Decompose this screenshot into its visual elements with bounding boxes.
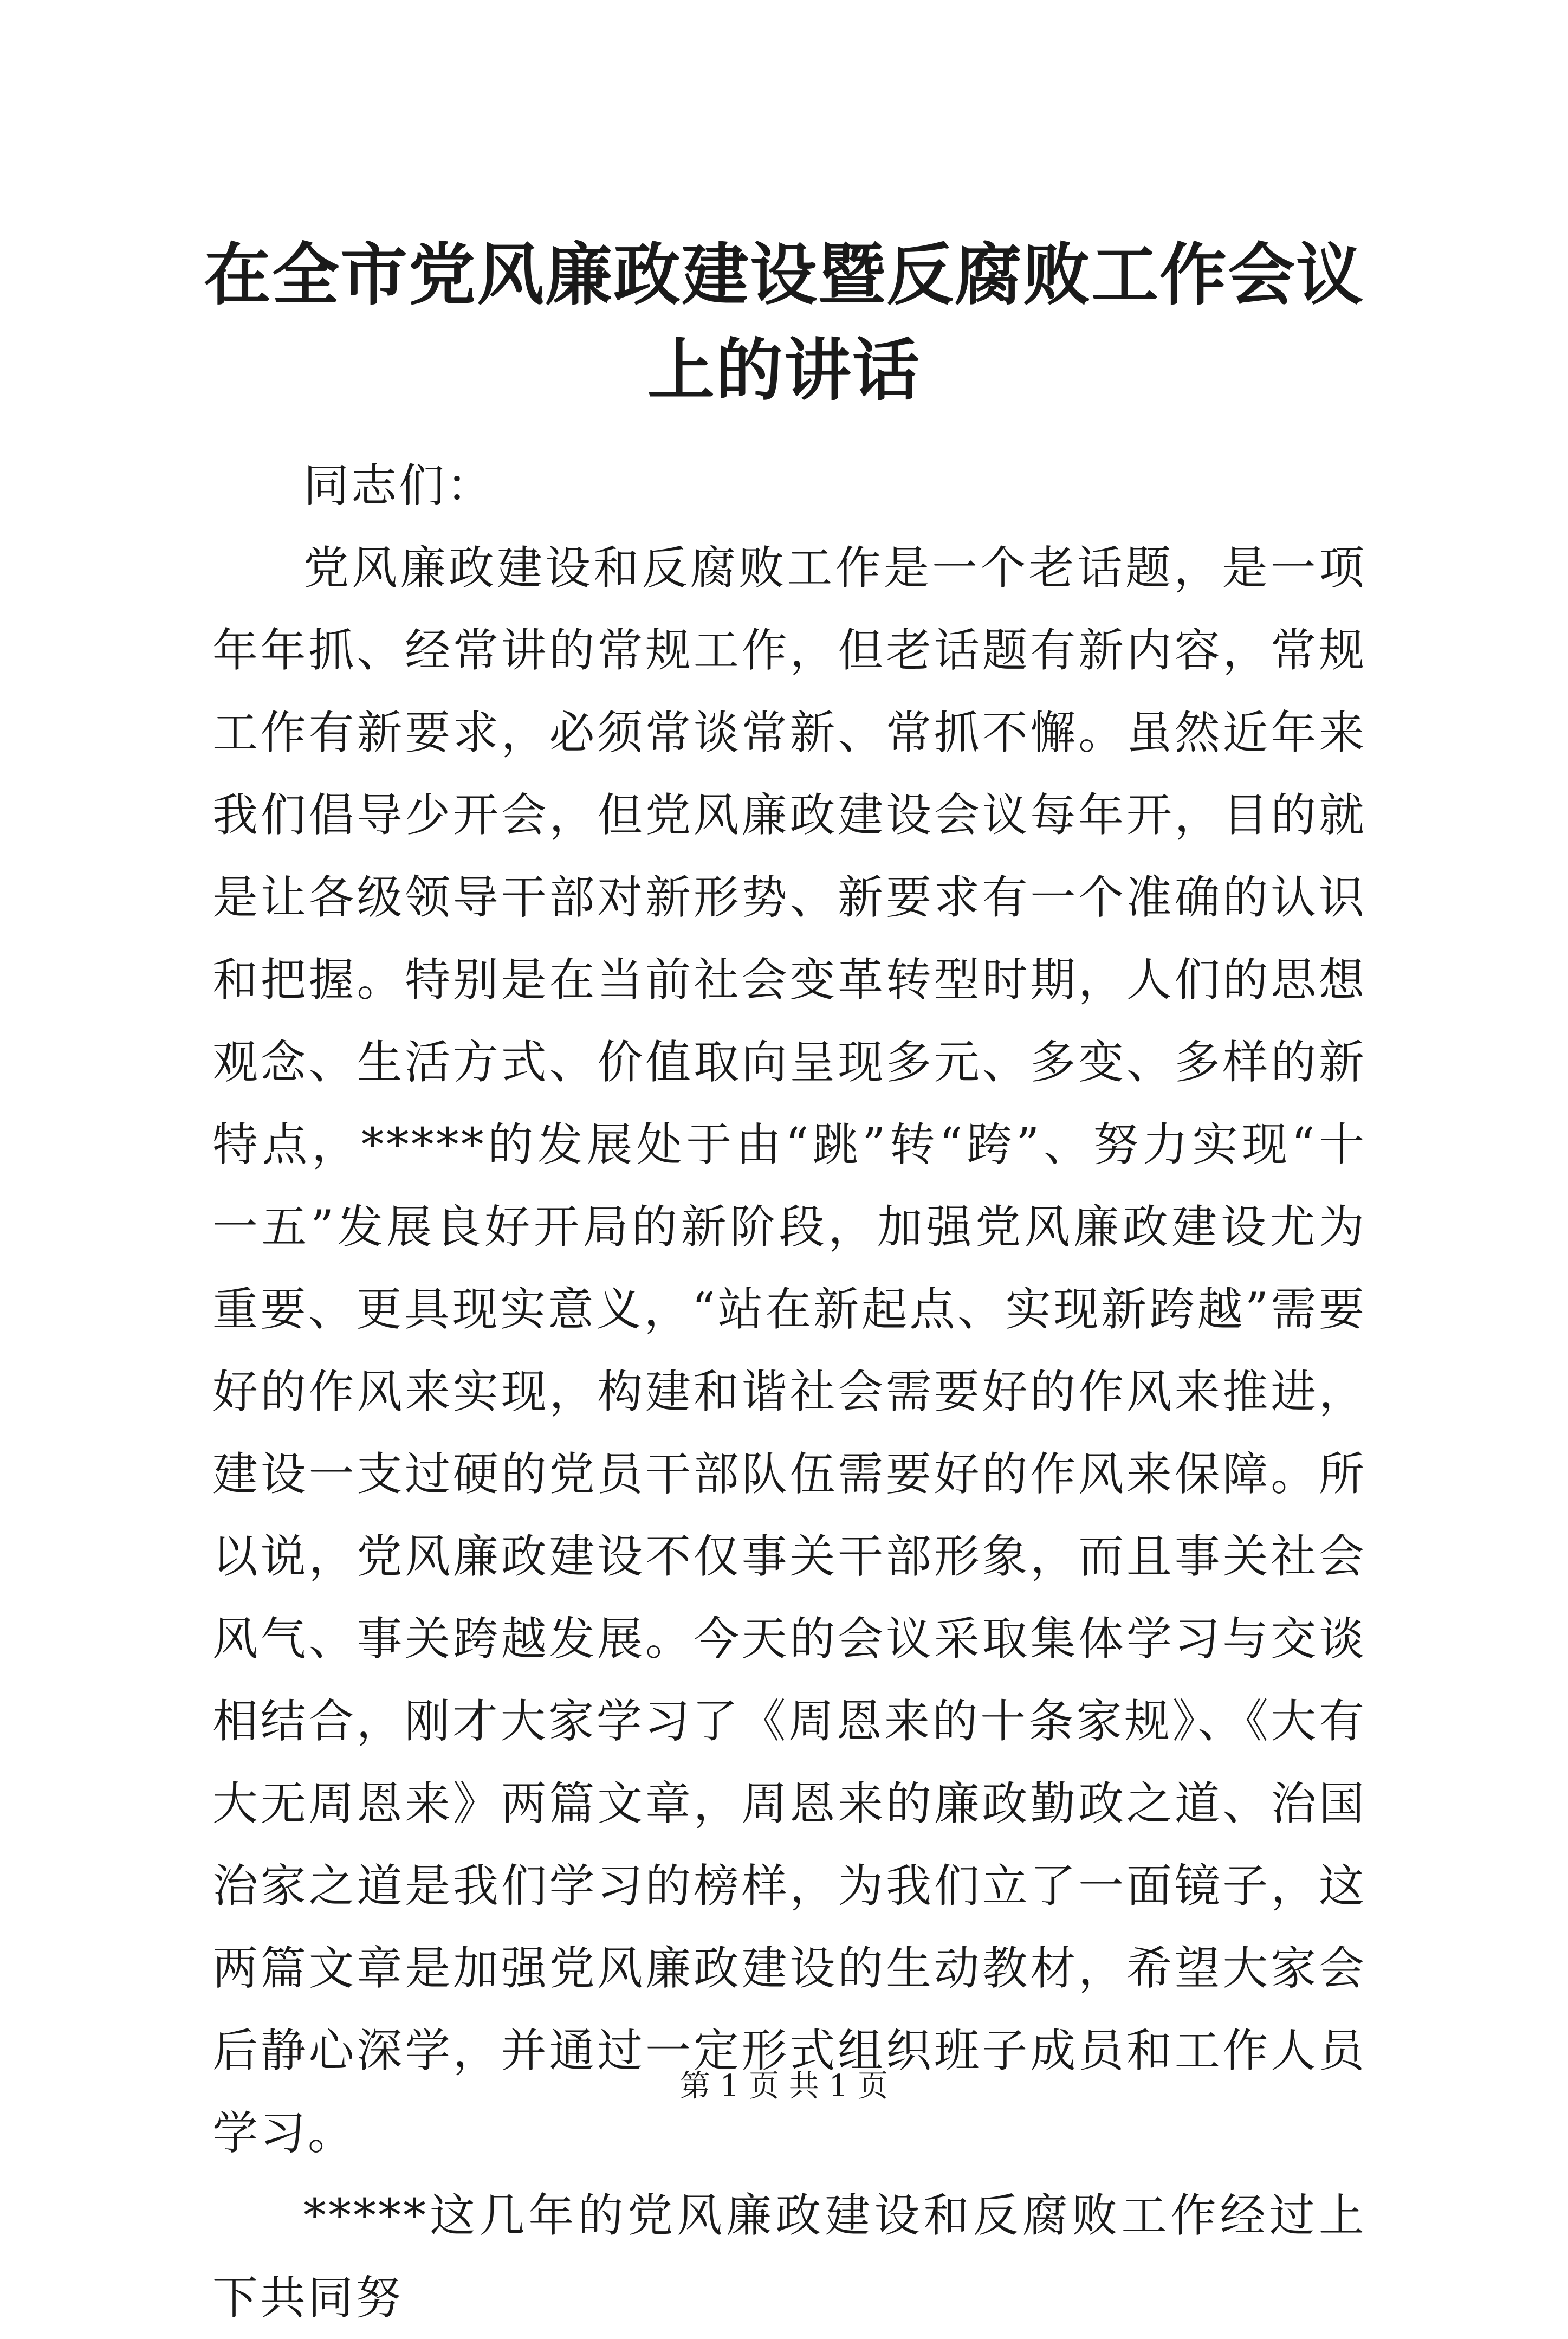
page-footer: 第 1 页 共 1 页 [679, 2069, 889, 2104]
body-paragraph: *****这几年的党风廉政建设和反腐败工作经过上下共同努 [212, 2189, 1366, 2324]
document-body [212, 444, 1366, 2339]
document-title: 在全市党风廉政建设暨反腐败工作会议上的讲话 [203, 236, 1364, 410]
salutation: 同志们： [303, 459, 495, 512]
body-paragraph: 党风廉政建设和反腐败工作是一个老话题，是一项年年抓、经常讲的常规工作，但老话题有新内容，常规工作有新要求，必须常谈常新、常抓不懈。虽然近年来我们倡导少开会，但党风廉政建设会议每年开，目的就是让各级领导干部对新形势、新要求有一个准确的认识和把握。特别是在当前社会变革转型时期，人们的思想观念、生活方式、价值取向呈现多元、多变、多样的新特点，*****的发展处于由“跳”转“跨”、努力实现“十一五”发展良好开局的新阶段，加强党风廉政建设尤为重要、更具现实意义，“站在新起点、实现新跨越”需要好的作风来实现，构建和谐社会需要好的作风来推进，建设一支过硬的党员干部队伍需要好的作风来保障。所以说，党风廉政建设不仅事关干部形象，而且事关社会风气、事关跨越发展。今天的会议采取集体学习与交谈相结合，刚才大家学习了《周恩来的十条家规》、《大有大无周恩来》两篇文章，周恩来的廉政勤政之道、治国治家之道是我们学习的榜样，为我们立了一面镜子，这两篇文章是加强党风廉政建设的生动教材，希望大家会后静心深学，并通过一定形式组织班子成员和工作人员学习。 [212, 541, 1366, 2160]
